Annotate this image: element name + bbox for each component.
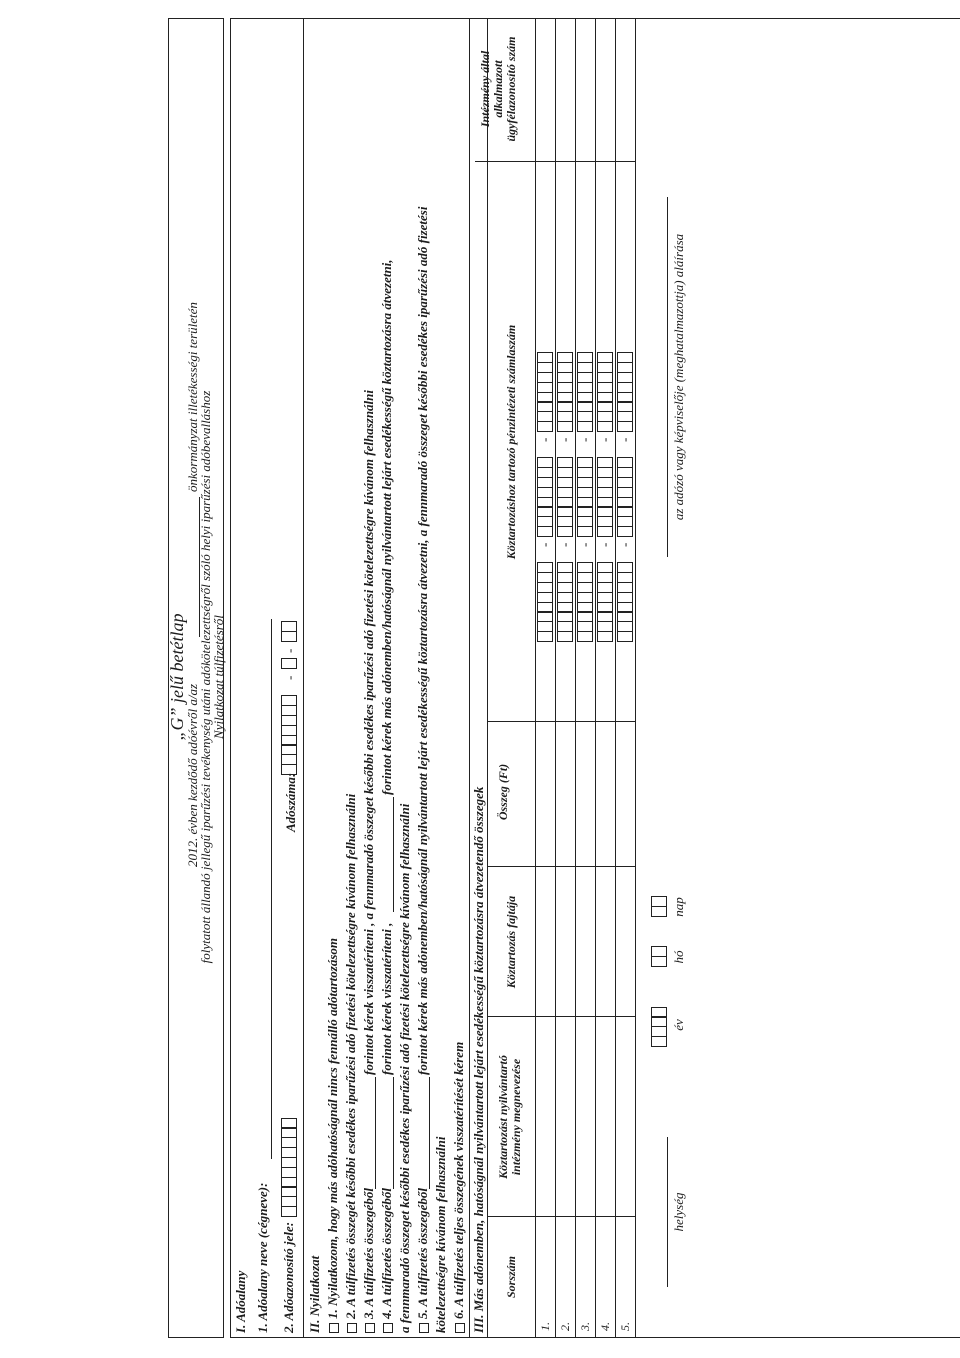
col-osszeg: Összeg (Ft) (496, 763, 510, 821)
main-box: I. Adóalany 1. Adóalany neve (cégneve): 2. Adóazonosító jele: Adószáma: - - II. Nyilatkozat 1. Nyilatkozom, hogy más adóhatóságnál nincs fennálló adótartozásom 2. A túlfizetés összegét későbbi esedékes iparűzési adó fizetési kötelezettségre kívánom felhasználni 3. A túlfizetés összegéből forintot kérek visszatéríteni , a fennmaradó összeget későbbi esedékes iparűzési adó fizetési kötelezettségre kívánom felhasználni 4. A túlfizetés összegéből forintot kérek visszatéríteni , forintot kérek más adónemben/hatóságnál nyilvántartott lejárt esedékességű köztartozásra átvezetni, a fennmaradó összeget későbbi esedékes iparűzési adó fizetési kötelezettségre kívánom felhasználni 5. A túlfizetés összegéből forintot kérek más adónemben/hatóságnál nyilvántartott lejárt esedékességű köztartozásra átvezetni, a fennmaradó összeget későbbi esedékes iparűzési adó fizetési kötelezettségre kívánom felhasználni 6. A túlfizetés teljes összegének visszatérítését kérem III. Más adónemben, hatóságnál nyilvántartott lejárt esedékességű köztartozásra átvezetendő összegek Sorszám Köztartozást nyilvántartó intézmény megnevezése Köztartozás fajtája Összeg (Ft) Köztartozáshoz tartozó pénzintézeti számlaszám Intézmény által alkalmazott ügyfélazonosító szám 1. 2. 3. 4. 5. - - - - - - - - - - helység év hó nap az adózó vagy képviselője (meghatalmazottja) aláírása (230, 18, 960, 1338)
checkbox-item5[interactable] (419, 1323, 429, 1333)
item4-text-c: forintot kérek más adónemben/hatóságnál nyilvántartott lejárt esedékességű köztartozásra átvezetni, (379, 259, 394, 795)
signature-label: az adózó vagy képviselője (meghatalmazottja) aláírása (671, 233, 686, 521)
item4-text-b: forintot kérek visszatéríteni , (379, 922, 394, 1075)
title-line1-suffix: önkormányzat illetékességi területén (185, 302, 200, 492)
table-row-line (615, 19, 616, 1337)
signature-field[interactable] (667, 197, 668, 557)
item4-refund-field[interactable] (393, 1077, 394, 1189)
id-label: 2. Adóazonosító jele: (281, 1221, 296, 1333)
place-field[interactable] (667, 1137, 668, 1287)
item3-text-b: forintot kérek visszatéríteni , a fennmaradó összeget későbbi esedékes iparűzési adó fizetési kötelezettségre kívánom felhasználni (361, 389, 376, 1075)
month-cells[interactable] (651, 947, 667, 967)
tax-number-cells-3[interactable] (281, 622, 297, 642)
form-title: „G” jelű betétlap (167, 613, 187, 741)
title-line3: Nyilatkozat túlfizetésről (211, 615, 226, 739)
col-ugyfel: Intézmény által alkalmazott ügyfélazonosító szám (478, 36, 518, 142)
form-page (168, 18, 960, 1338)
checkbox-item3[interactable] (365, 1323, 375, 1333)
table-header-line (535, 19, 536, 1337)
checkbox-item4[interactable] (383, 1323, 393, 1333)
table-row-line (555, 19, 556, 1337)
checkbox-item2[interactable] (347, 1323, 357, 1333)
col-szamla: Köztartozáshoz tartozó pénzintézeti számlaszám (504, 324, 518, 560)
row-number: 1. (538, 1322, 552, 1331)
item5-text-b: forintot kérek más adónemben/hatóságnál nyilvántartott lejárt esedékességű köztartozásra átvezetni, a fennmaradó összeget későbbi esedékes iparűzési adó fizetési (415, 206, 430, 1075)
col-sorszam: Sorszám (504, 1255, 518, 1299)
item1-text: 1. Nyilatkozom, hogy más adóhatóságnál nincs fennálló adótartozásom (325, 937, 340, 1319)
title-line2: folytatott állandó jellegű iparűzési tevékenység utáni adókötelezettségről szóló helyi iparűzési adóbevalláshoz (198, 390, 213, 964)
item4-transfer-field[interactable] (393, 797, 394, 912)
item3-text-a: 3. A túlfizetés összegéből (361, 1188, 376, 1319)
tax-id-cells[interactable] (281, 1119, 297, 1217)
place-label: helység (671, 1192, 686, 1232)
item5-text-c: kötelezettségre kívánom felhasználni (433, 1136, 448, 1333)
year-label: év (671, 1019, 686, 1031)
taxpayer-name-field[interactable] (271, 619, 272, 1159)
tax-number-dash-1: - (282, 675, 297, 680)
item2-text: 2. A túlfizetés összegét későbbi esedékes iparűzési adó fizetési kötelezettségre kívánom felhasználni (343, 793, 358, 1319)
title-line1-prefix: 2012. évben kezdődő adóévről a/az (185, 683, 200, 867)
checkbox-item1[interactable] (329, 1323, 339, 1333)
table-top-line (487, 19, 488, 1337)
table-row-line (595, 19, 596, 1337)
row-number: 3. (578, 1322, 592, 1331)
row-number: 5. (618, 1322, 632, 1331)
section2-heading: II. Nyilatkozat (307, 1255, 322, 1333)
section1-heading: I. Adóalany (233, 1270, 248, 1333)
tax-number-label: Adószáma: (283, 772, 298, 832)
row-number: 2. (558, 1322, 572, 1331)
tax-number-dash-2: - (282, 648, 297, 653)
year-cells[interactable] (651, 1008, 667, 1047)
item4-text-a: 4. A túlfizetés összegéből (379, 1188, 394, 1319)
table-bottom-line (635, 19, 636, 1337)
item5-amount-field[interactable] (429, 1077, 430, 1189)
tax-number-cells-1[interactable] (281, 697, 297, 776)
title-box (168, 18, 224, 1338)
item5-text-a: 5. A túlfizetés összegéből (415, 1188, 430, 1319)
tax-number-cells-2[interactable] (281, 659, 297, 669)
item3-amount-field[interactable] (375, 1077, 376, 1189)
day-cells[interactable] (651, 897, 667, 917)
day-label: nap (671, 897, 686, 917)
table-row-line (575, 19, 576, 1337)
divider (303, 19, 304, 1337)
item4-text-d: a fennmaradó összeget későbbi esedékes iparűzési adó fizetési kötelezettségre kívánom felhasználni (397, 803, 412, 1333)
section3-heading: III. Más adónemben, hatóságnál nyilvántartott lejárt esedékességű köztartozásra átvezetendő összegek (471, 786, 486, 1333)
table-col-line (475, 161, 635, 162)
item6-text: 6. A túlfizetés teljes összegének visszatérítését kérem (451, 1041, 466, 1319)
divider (469, 19, 470, 1337)
row-number: 4. (598, 1322, 612, 1331)
col-intezmeny: Köztartozást nyilvántartó intézmény megnevezése (496, 1055, 523, 1179)
checkbox-item6[interactable] (455, 1323, 465, 1333)
col-fajta: Köztartozás fajtája (504, 895, 518, 989)
month-label: hó (671, 950, 686, 964)
name-label: 1. Adóalany neve (cégneve): (255, 1182, 270, 1333)
